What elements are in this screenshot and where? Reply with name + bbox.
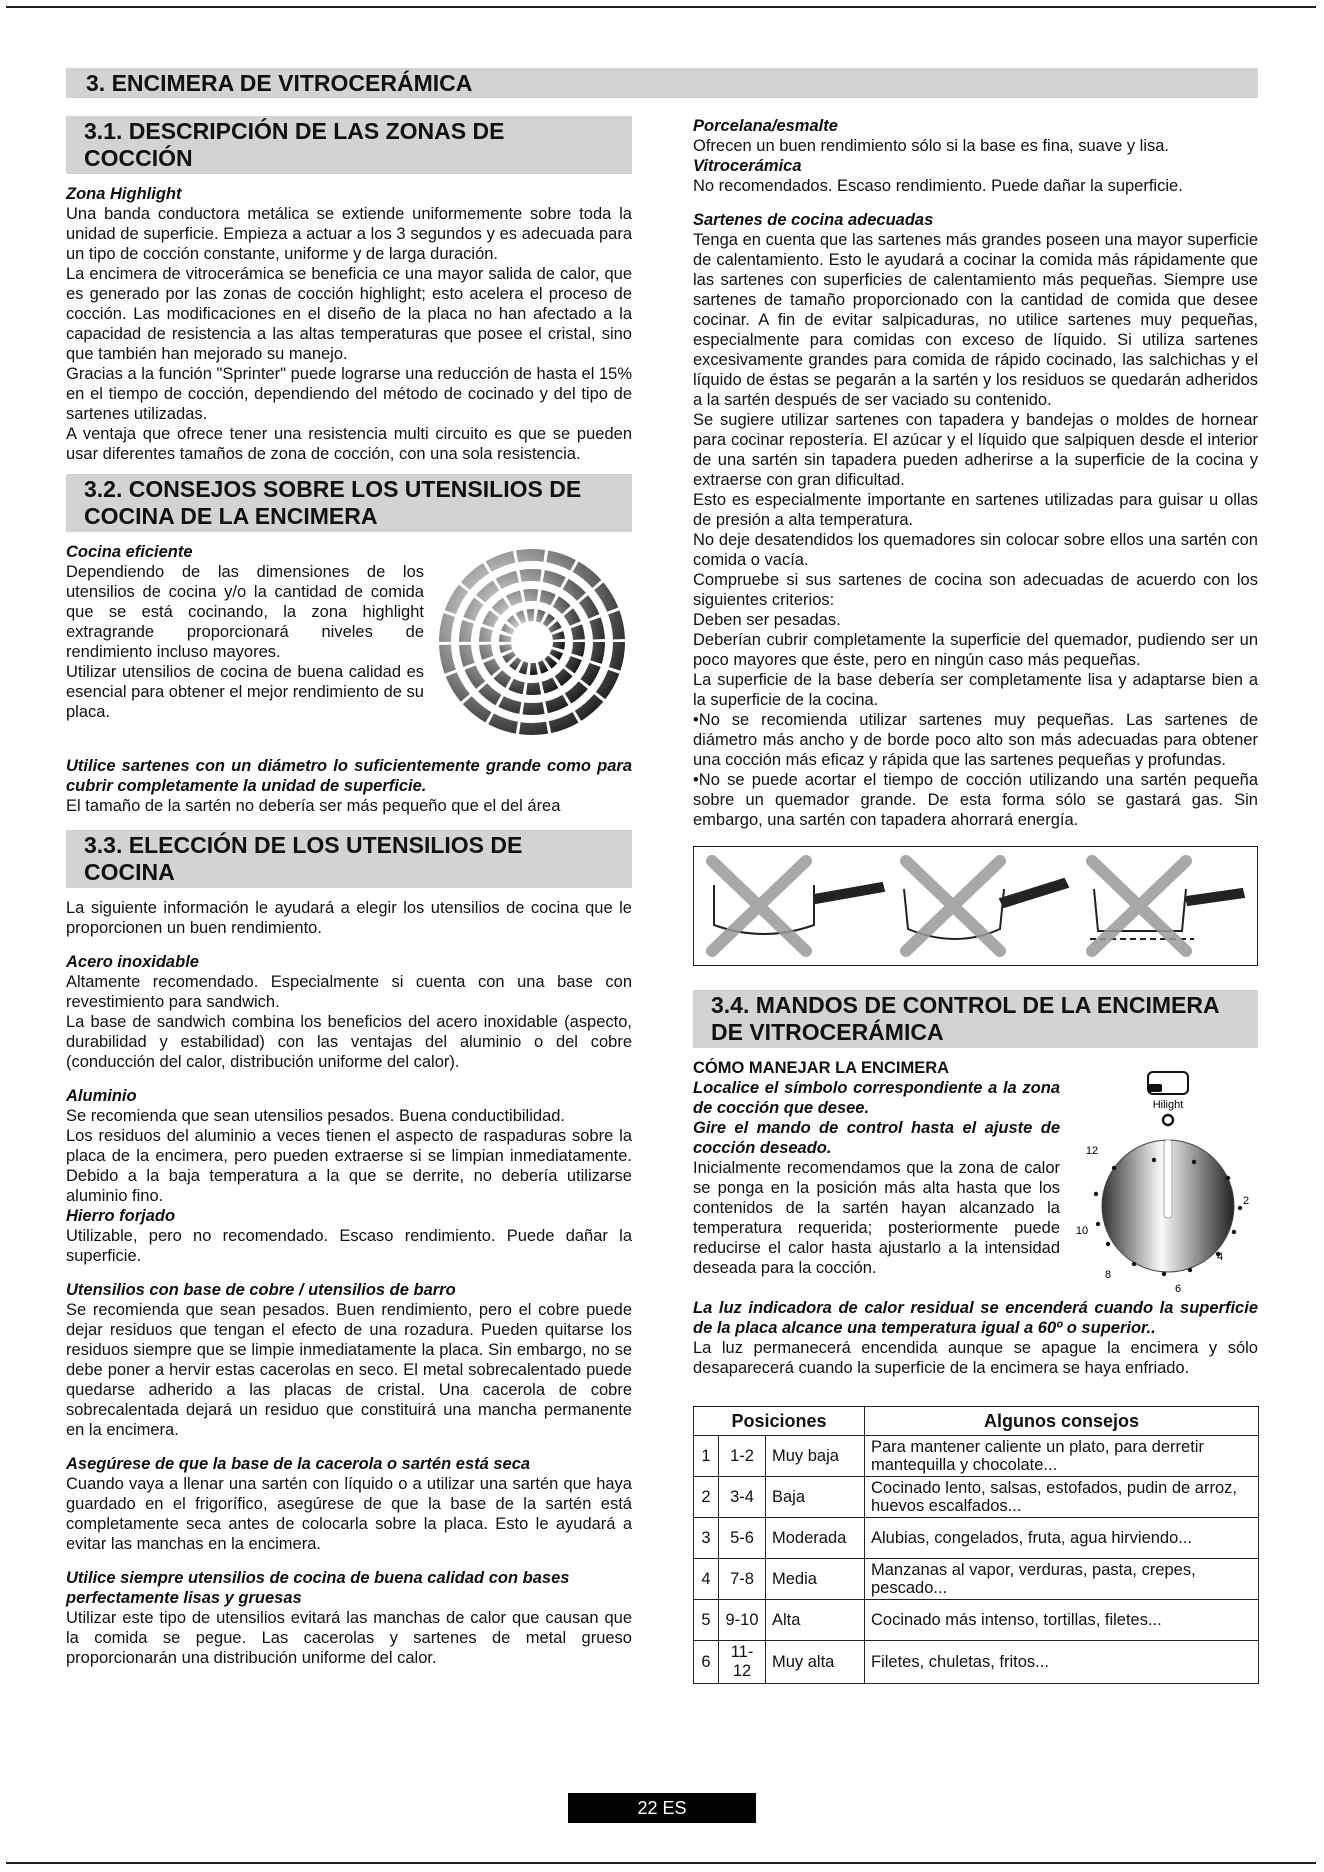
page-number: 22 ES [568, 1793, 756, 1823]
como-manejar-heading: CÓMO MANEJAR LA ENCIMERA [693, 1059, 950, 1077]
row-tip: Cocinado lento, salsas, estofados, pudin de arroz, huevos escalfados... [865, 1477, 1259, 1518]
s32-p2: Utilizar utensilios de cocina de buena calidad es esencial para obtener el mejor rendimiento de su placa. [66, 663, 424, 721]
row-tip: Alubias, congelados, fruta, agua hirviendo... [865, 1518, 1259, 1559]
acero-p2: La base de sandwich combina los beneficios del acero inoxidable (aspecto, durabilidad y estabilidad) con las ventajas del aluminio o del cobre (conducción del calor, distribución uniforme del calor). [66, 1013, 632, 1071]
s31-p4: A ventaja que ofrece tener una resistencia multi circuito es que se pueden usar diferentes tamaños de zona de cocción, con una sola resistencia. [66, 425, 632, 463]
calidad-p: Utilizar este tipo de utensilios evitará las manchas de calor que causan que la comida se pegue. Las cacerolas y sartenes de metal grueso proporcionarán una distribución uniforme del calor. [66, 1609, 632, 1667]
acero-heading: Acero inoxidable [66, 953, 199, 971]
table-row [694, 1436, 1259, 1477]
table-row [694, 1559, 1259, 1600]
section-3-4-title: 3.4. MANDOS DE CONTROL DE LA ENCIMERA DE VITROCERÁMICA [693, 990, 1258, 1048]
sartenes-p7: Deberían cubrir completamente la superficie del quemador, pudiendo ser un poco mayores que éste, pero en ningún caso más pequeñas. [693, 631, 1258, 669]
aluminio-p2: Los residuos del aluminio a veces tienen el aspecto de raspaduras sobre la placa de la encimera, pero pueden extraerse si se limpian inmediatamente. Debido a la baja temperatura a la que se derrite, no debería utilizarse aluminio fino. [66, 1127, 632, 1205]
control-knob-illustration [1068, 1058, 1258, 1298]
table-row [694, 1641, 1259, 1684]
knob-mark-label: 2 [1242, 1195, 1250, 1207]
row-range: 9-10 [719, 1600, 766, 1641]
left-column [66, 116, 632, 1668]
right-column [693, 116, 1258, 1684]
row-range: 5-6 [719, 1518, 766, 1559]
s33-intro: La siguiente información le ayudará a elegir los utensilios de cocina que le proporcionen un buen rendimiento. [66, 899, 632, 937]
s31-p1: Una banda conductora metálica se extiende uniformemente sobre toda la unidad de superficie. Empieza a actuar a los 3 segundos y es adecuada para un tipo de cocción constante, uniforme y de larga duración. [66, 205, 632, 263]
s31-p3: Gracias a la función "Sprinter" puede lograrse una reducción de hasta el 15% en el tiempo de cocción, dependiendo del método de cocinado y del tipo de sartenes utilizadas. [66, 365, 632, 423]
s31-p2: La encimera de vitrocerámica se beneficia ce una mayor salida de calor, que es generado por las zonas de cocción highlight; esto acelera el proceso de cocción. Las modificaciones en el diseño de la placa no han afectado a la capacidad de resistencia a las altas temperaturas que posee el cristal, sino que también han mejorado su manejo. [66, 265, 632, 363]
row-number: 4 [694, 1559, 719, 1600]
row-number: 2 [694, 1477, 719, 1518]
row-level: Baja [766, 1477, 865, 1518]
s32-bold-note: Utilice sartenes con un diámetro lo suficientemente grande como para cubrir completamente la unidad de superficie. [66, 757, 632, 795]
knob-mark-label: 12 [1085, 1145, 1099, 1157]
hierro-heading: Hierro forjado [66, 1207, 176, 1225]
header-positions: Posiciones [694, 1407, 865, 1436]
table-row [694, 1518, 1259, 1559]
como-manejar-block [693, 1058, 1258, 1295]
hilight-label: Hilight [1152, 1099, 1184, 1111]
hierro-p: Utilizable, pero no recomendado. Escaso rendimiento. Puede dañar la superficie. [66, 1227, 632, 1265]
s32-p1: Dependiendo de las dimensiones de los utensilios de cocina y/o la cantidad de comida que se está cocinando, la zona highlight extragrande proporcionará niveles de rendimiento incluso mayores. [66, 563, 424, 661]
section-3-1-title: 3.1. DESCRIPCIÓN DE LAS ZONAS DE COCCIÓN [66, 116, 632, 174]
indicator-light-icon [1163, 1115, 1173, 1125]
knob-mark-label: 6 [1174, 1283, 1182, 1295]
aluminio-p1: Se recomienda que sean utensilios pesados. Buena conductibilidad. [66, 1107, 566, 1125]
knob-mark-label: 8 [1104, 1269, 1112, 1281]
aluminio-heading: Aluminio [66, 1087, 137, 1105]
row-number: 6 [694, 1641, 719, 1684]
row-number: 3 [694, 1518, 719, 1559]
row-tip: Filetes, chuletas, fritos... [865, 1641, 1259, 1684]
knob-mark-label: 4 [1216, 1251, 1224, 1263]
incorrect-pans-illustration [693, 846, 1258, 966]
row-tip: Para mantener caliente un plato, para derretir mantequilla y chocolate... [865, 1436, 1259, 1477]
row-tip: Manzanas al vapor, verduras, pasta, crepes, pescado... [865, 1559, 1259, 1600]
row-range: 1-2 [719, 1436, 766, 1477]
knob-mark-label: 10 [1075, 1225, 1089, 1237]
cocina-eficiente-block [66, 542, 632, 756]
row-range: 11-12 [719, 1641, 766, 1684]
vitro-heading: Vitrocerámica [693, 157, 802, 175]
sartenes-p8: La superficie de la base debería ser completamente lisa y adaptarse bien a la superficie de la cocina. [693, 671, 1258, 709]
row-tip: Cocinado más intenso, tortillas, filetes... [865, 1600, 1259, 1641]
crossed-pans-icon [694, 847, 1256, 965]
cobre-p: Se recomienda que sean pesados. Buen rendimiento, pero el cobre puede dejar residuos que tengan el efecto de una rozadura. Pueden quitarse los residuos siempre que se limpie inmediatamente la placa. Sin embargo, no se debe poner a hervir estas cacerolas en seco. El metal sobrecalentado puede quedarse adherido a las placas de cristal. Una cacerola de cobre sobrecalentada dejará un residuo que constituirá una mancha permanente en la encimera. [66, 1301, 632, 1439]
row-range: 3-4 [719, 1477, 766, 1518]
row-level: Alta [766, 1600, 865, 1641]
table-row [694, 1600, 1259, 1641]
zona-highlight-heading: Zona Highlight [66, 185, 182, 203]
sartenes-p6: Deben ser pesadas. [693, 611, 841, 629]
header-tips: Algunos consejos [865, 1407, 1259, 1436]
calidad-heading: Utilice siempre utensilios de cocina de buena calidad con bases perfectamente lisas y gruesas [66, 1569, 570, 1607]
seca-heading: Asegúrese de que la base de la cacerola o sartén está seca [66, 1455, 531, 1473]
sartenes-p9: •No se recomienda utilizar sartenes muy pequeñas. Las sartenes de diámetro más ancho y de borde poco alto son más adecuadas para obtener una cocción más eficaz y rápida que las sartenes pequeñas y profundas. [693, 711, 1258, 769]
section-3-3-title: 3.3. ELECCIÓN DE LOS UTENSILIOS DE COCINA [66, 830, 632, 888]
s34-bold-note: La luz indicadora de calor residual se encenderá cuando la superficie de la placa alcance una temperatura igual a 60º o superior.. [693, 1299, 1258, 1337]
sartenes-p4: No deje desatendidos los quemadores sin colocar sobre ellos una sartén con comida o vacía. [693, 531, 1258, 569]
vitro-p: No recomendados. Escaso rendimiento. Puede dañar la superficie. [693, 177, 1183, 195]
cocina-eficiente-heading: Cocina eficiente [66, 543, 193, 561]
s34-p2: La luz permanecerá encendida aunque se apague la encimera y sólo desaparecerá cuando la superficie de la encimera se haya enfriado. [693, 1339, 1258, 1377]
s32-p3: El tamaño de la sartén no debería ser más pequeño que el del área [66, 797, 561, 815]
sartenes-p2: Se sugiere utilizar sartenes con tapadera y bandejas o moldes de hornear para cocinar repostería. El azúcar y el líquido que salpiquen desde el interior de una sartén sin tapadera pueden adherirse a la superficie de la cocina y extraerse con gran dificultad. [693, 411, 1258, 489]
sartenes-p1: Tenga en cuenta que las sartenes más grandes poseen una mayor superficie de calentamiento. Esto le ayudará a cocinar la comida más rápidamente que las sartenes con superficies de calentamiento más pequeñas. Siempre use sartenes de tamaño proporcionado con la cantidad de comida que desee cocinar. A fin de evitar salpicaduras, no utilice sartenes muy pequeñas, especialmente para comidas con exceso de líquido. Si utiliza sartenes excesivamente grandes para comida de rápido cocinado, las salchichas y el líquido de éstas se pegarán a la sartén y los residuos se quedarán adheridos a la sartén después de ser vaciado su contenido. [693, 231, 1258, 409]
cooking-zone-rings-illustration [432, 542, 632, 742]
sartenes-heading: Sartenes de cocina adecuadas [693, 211, 934, 229]
acero-p1: Altamente recomendado. Especialmente si cuenta con una base con revestimiento para sandwich. [66, 973, 632, 1011]
sartenes-p3: Esto es especialmente importante en sartenes utilizadas para guisar u ollas de presión a alta temperatura. [693, 491, 1258, 529]
row-level: Muy baja [766, 1436, 865, 1477]
s34-p1: Inicialmente recomendamos que la zona de calor se ponga en la posición más alta hasta que los contenidos de la sartén hayan alcanzado la temperatura requerida; posteriormente puede reducirse el calor hasta ajustarlo a la intensidad deseada para la cocción. [693, 1159, 1060, 1277]
cobre-heading: Utensilios con base de cobre / utensilios de barro [66, 1281, 456, 1299]
seca-p: Cuando vaya a llenar una sartén con líquido o a utilizar una sartén que haya guardado en el frigorífico, asegúrese de que la base de la sartén está completamente seca antes de colocarla sobre la placa. Esto le ayudará a evitar las manchas en la encimera. [66, 1475, 632, 1553]
section-3-2-title: 3.2. CONSEJOS SOBRE LOS UTENSILIOS DE COCINA DE LA ENCIMERA [66, 474, 632, 532]
row-level: Media [766, 1559, 865, 1600]
row-level: Moderada [766, 1518, 865, 1559]
s34-step1: Localice el símbolo correspondiente a la zona de cocción que desee. [693, 1079, 1060, 1117]
row-number: 1 [694, 1436, 719, 1477]
porcelana-p: Ofrecen un buen rendimiento sólo si la base es fina, suave y lisa. [693, 137, 1170, 155]
s34-step2: Gire el mando de control hasta el ajuste de cocción deseado. [693, 1119, 1060, 1157]
main-title: 3. ENCIMERA DE VITROCERÁMICA [66, 68, 1258, 98]
row-level: Muy alta [766, 1641, 865, 1684]
sartenes-p5: Compruebe si sus sartenes de cocina son adecuadas de acuerdo con los siguientes criterios: [693, 571, 1258, 609]
table-row [694, 1477, 1259, 1518]
porcelana-heading: Porcelana/esmalte [693, 117, 838, 135]
positions-table [693, 1406, 1259, 1684]
row-number: 5 [694, 1600, 719, 1641]
sartenes-p10: •No se puede acortar el tiempo de cocción utilizando una sartén pequeña sobre un quemador grande. De esta forma sólo se gastará gas. Sin embargo, una sartén con tapadera ahorrará energía. [693, 771, 1258, 829]
row-range: 7-8 [719, 1559, 766, 1600]
